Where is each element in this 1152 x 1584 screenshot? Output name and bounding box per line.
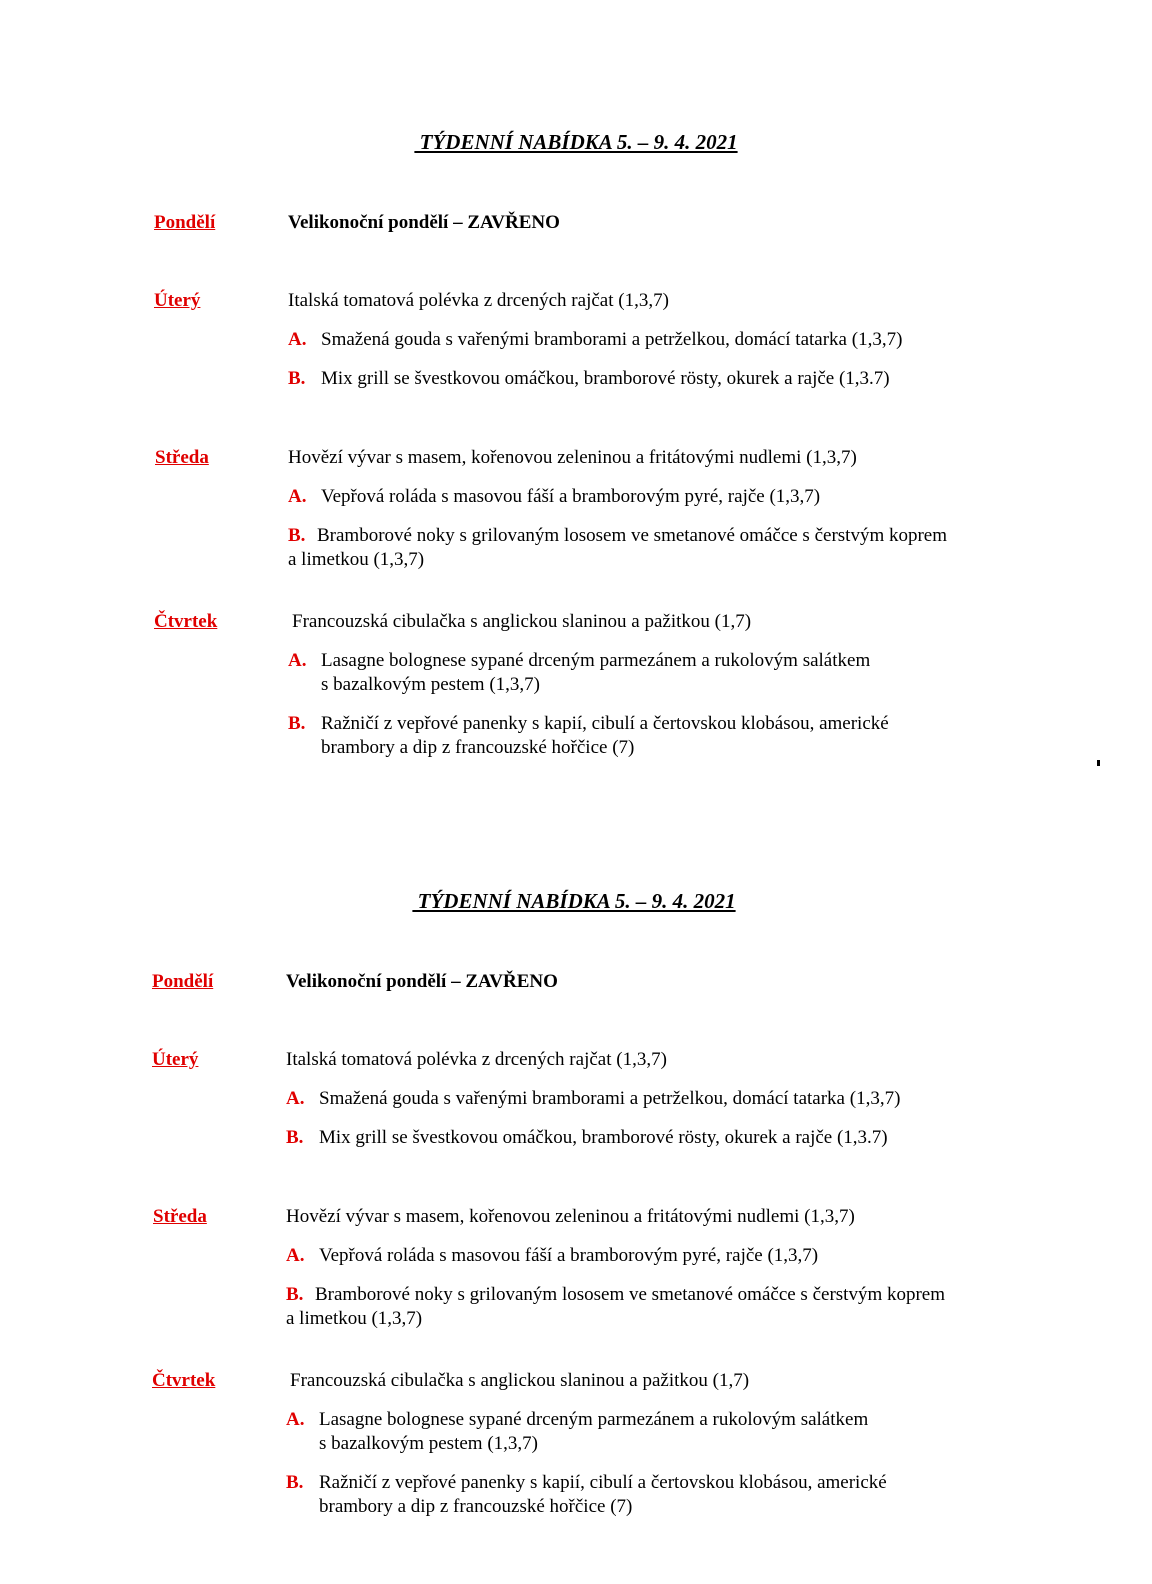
wednesday-option-a-letter: A. xyxy=(286,1245,305,1266)
thursday-option-a-letter: A. xyxy=(288,650,307,671)
wednesday-option-b-cont: a limetkou (1,3,7) xyxy=(286,1308,423,1329)
tuesday-option-b: Mix grill se švestkovou omáčkou, bramborové rösty, okurek a rajče (1,3.7) xyxy=(319,1127,888,1148)
thursday-option-b: Ražničí z vepřové panenky s kapií, cibulí a čertovskou klobásou, americké xyxy=(319,1472,887,1493)
wednesday-option-b-letter: B. xyxy=(286,1284,304,1305)
day-label-wednesday: Středa xyxy=(155,447,209,468)
monday-closed-note: Velikonoční pondělí – ZAVŘENO xyxy=(288,212,560,233)
day-label-thursday: Čtvrtek xyxy=(152,1370,216,1391)
day-label-tuesday: Úterý xyxy=(154,290,201,311)
thursday-option-a-cont: s bazalkovým pestem (1,3,7) xyxy=(319,1433,538,1454)
day-label-tuesday: Úterý xyxy=(152,1049,199,1070)
wednesday-option-b: Bramborové noky s grilovaným lososem ve smetanové omáčce s čerstvým koprem xyxy=(317,525,948,546)
thursday-option-a-letter: A. xyxy=(286,1409,305,1430)
thursday-option-b-cont: brambory a dip z francouzské hořčice (7) xyxy=(321,737,635,758)
weekly-menu-1 xyxy=(0,0,1152,760)
weekly-menu-2 xyxy=(0,759,1152,1519)
wednesday-option-b-letter: B. xyxy=(288,525,306,546)
wednesday-soup: Hovězí vývar s masem, kořenovou zeleninou a fritátovými nudlemi (1,3,7) xyxy=(286,1206,855,1227)
thursday-option-b-letter: B. xyxy=(288,713,306,734)
monday-closed-note: Velikonoční pondělí – ZAVŘENO xyxy=(286,971,558,992)
tuesday-option-b-letter: B. xyxy=(286,1127,304,1148)
wednesday-option-a-letter: A. xyxy=(288,486,307,507)
thursday-option-b-cont: brambory a dip z francouzské hořčice (7) xyxy=(319,1496,633,1517)
thursday-option-a-cont: s bazalkovým pestem (1,3,7) xyxy=(321,674,540,695)
day-label-wednesday: Středa xyxy=(153,1206,207,1227)
wednesday-option-b-cont: a limetkou (1,3,7) xyxy=(288,549,425,570)
tuesday-option-b-letter: B. xyxy=(288,368,306,389)
tuesday-option-a: Smažená gouda s vařenými bramborami a petrželkou, domácí tatarka (1,3,7) xyxy=(319,1088,901,1109)
thursday-option-a: Lasagne bolognese sypané drceným parmezánem a rukolovým salátkem xyxy=(319,1409,869,1430)
tuesday-option-a-letter: A. xyxy=(288,329,307,350)
menu-title: TÝDENNÍ NABÍDKA 5. – 9. 4. 2021 xyxy=(414,130,738,154)
day-label-thursday: Čtvrtek xyxy=(154,611,218,632)
menu-title: TÝDENNÍ NABÍDKA 5. – 9. 4. 2021 xyxy=(412,889,736,913)
tuesday-option-a: Smažená gouda s vařenými bramborami a petrželkou, domácí tatarka (1,3,7) xyxy=(321,329,903,350)
thursday-soup: Francouzská cibulačka s anglickou slaninou a pažitkou (1,7) xyxy=(292,611,752,632)
tuesday-soup: Italská tomatová polévka z drcených rajčat (1,3,7) xyxy=(288,290,669,311)
thursday-soup: Francouzská cibulačka s anglickou slaninou a pažitkou (1,7) xyxy=(290,1370,750,1391)
wednesday-soup: Hovězí vývar s masem, kořenovou zeleninou a fritátovými nudlemi (1,3,7) xyxy=(288,447,857,468)
thursday-option-b: Ražničí z vepřové panenky s kapií, cibulí a čertovskou klobásou, americké xyxy=(321,713,889,734)
tuesday-option-a-letter: A. xyxy=(286,1088,305,1109)
tuesday-soup: Italská tomatová polévka z drcených rajčat (1,3,7) xyxy=(286,1049,667,1070)
tuesday-option-b: Mix grill se švestkovou omáčkou, bramborové rösty, okurek a rajče (1,3.7) xyxy=(321,368,890,389)
day-label-monday: Pondělí xyxy=(152,971,214,992)
thursday-option-b-letter: B. xyxy=(286,1472,304,1493)
wednesday-option-a: Vepřová roláda s masovou fáší a bramborovým pyré, rajče (1,3,7) xyxy=(319,1245,819,1266)
wednesday-option-a: Vepřová roláda s masovou fáší a bramborovým pyré, rajče (1,3,7) xyxy=(321,486,821,507)
wednesday-option-b: Bramborové noky s grilovaným lososem ve smetanové omáčce s čerstvým koprem xyxy=(315,1284,946,1305)
thursday-option-a: Lasagne bolognese sypané drceným parmezánem a rukolovým salátkem xyxy=(321,650,871,671)
day-label-monday: Pondělí xyxy=(154,212,216,233)
